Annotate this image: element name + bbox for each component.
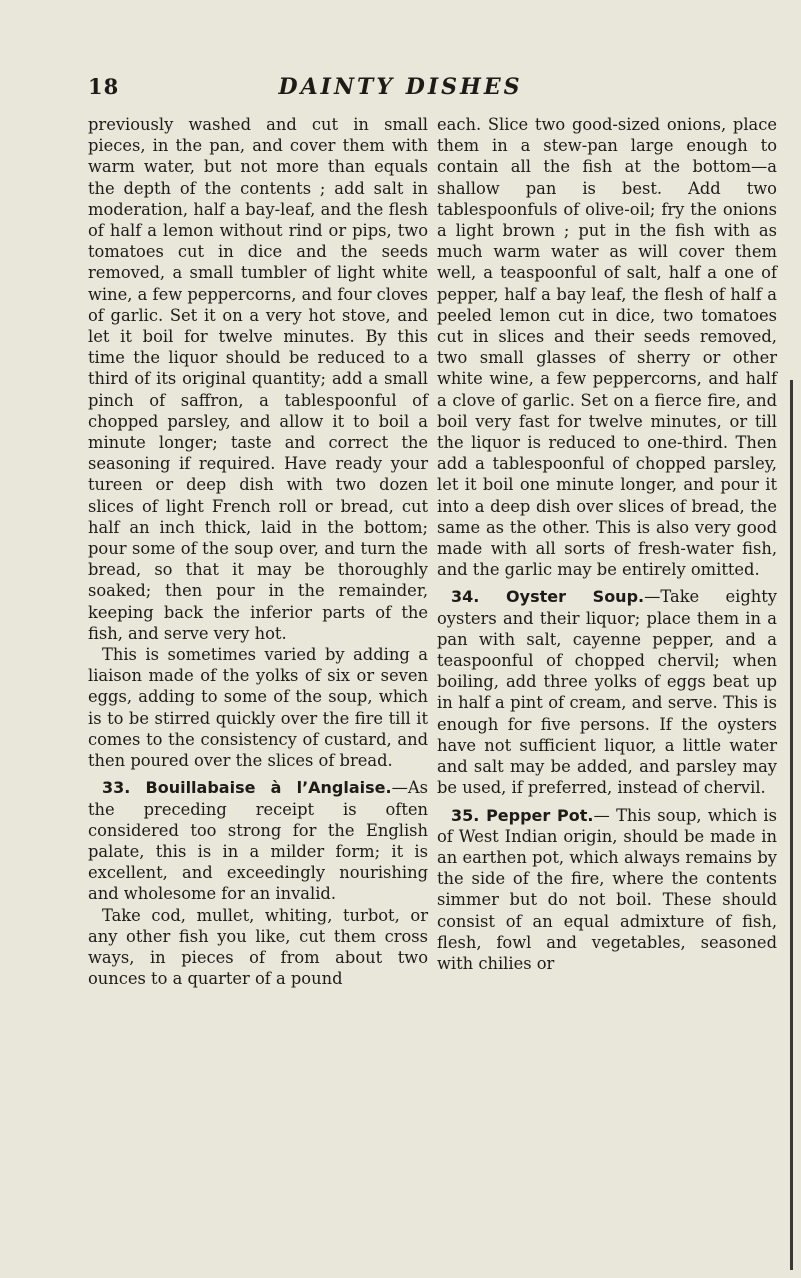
page-header (0, 74, 801, 104)
page-number: 18 (88, 74, 120, 99)
recipe-33-heading: 33. Bouillabaise à l’Anglaise. (102, 778, 392, 798)
recipe-33-intro: —As the preceding receipt is often considered too strong for the English palate, this is in a milder form; it is excellent, and exceedingly nourishing and wholesome for an invalid. (88, 778, 428, 904)
page-edge-shadow (790, 380, 793, 1270)
recipe-33 (88, 777, 428, 904)
recipe-34-heading: 34. Oyster Soup. (451, 587, 645, 607)
recipe-35-heading: 35. Pepper Pot. (451, 805, 594, 825)
body-paragraph: Take cod, mullet, whiting, turbot, or any other fish you like, cut them cross ways, in pieces of from about two ounces to a quarter of a pound (88, 905, 428, 989)
recipe-35-body: — This soup, which is of West Indian origin, should be made in an earthen pot, which always remains by the side of the fire, where the contents simmer but do not boil. These should consist of an equal admixture of fish, flesh, fowl and vegetables, seasoned with chilies or (437, 805, 777, 973)
recipe-34 (437, 586, 777, 798)
body-paragraph: This is sometimes varied by adding a liaison made of the yolks of six or seven eggs, adding to some of the soup, which is to be stirred quickly over the fire till it comes to the consistency of custard, and then poured over the slices of bread. (88, 645, 428, 771)
body-paragraph: previously washed and cut in small pieces, in the pan, and cover them with warm water, but not more than equals the depth of the contents ; add salt in moderation, half a bay-leaf, and the flesh of half a lemon without rind or pips, two tomatoes cut in dice and the seeds removed, a small tumbler of light white wine, a few peppercorns, and four cloves of garlic. Set it on a very hot stove, and let it boil for twelve minutes. By this time the liquor should be reduced to a third of its original quantity; add a small pinch of saffron, a tablespoonful of chopped parsley, and allow it to boil a minute longer; taste and correct the seasoning if required. Have ready your tureen or deep dish with two dozen slices of light French roll or bread, cut half an inch thick, laid in the bottom; pour some of the soup over, and turn the bread, so that it may be thoroughly soaked; then pour in the remainder, keeping back the inferior parts of the fish, and serve very hot. (88, 115, 428, 643)
recipe-35 (437, 805, 777, 975)
body-paragraph: each. Slice two good-sized onions, place them in a stew-pan large enough to contain all the fish at the bottom—a shallow pan is best. Add two tablespoonfuls of olive-oil; fry the onions a light brown ; put in the fish with as much warm water as will cover them well, a teaspoonful of salt, half a one of pepper, half a bay leaf, the flesh of half a peeled lemon cut in dice, two tomatoes cut in slices and their seeds removed, two small glasses of sherry or other white wine, a few peppercorns, and half a clove of garlic. Set on a fierce fire, and boil very fast for twelve minutes, or till the liquor is reduced to one-third. Then add a tablespoonful of chopped parsley, let it boil one minute longer, and pour it into a deep dish over slices of bread, the same as the other. This is also very good made with all sorts of fresh-water fish, and the garlic may be entirely omitted. (437, 115, 777, 580)
right-column (437, 114, 777, 974)
recipe-34-body: —Take eighty oysters and their liquor; place them in a pan with salt, cayenne pepper, and a teaspoonful of chopped chervil; when boiling, add three yolks of eggs beat up in half a pint of cream, and serve. This is enough for five persons. If the oysters have not sufficient liquor, a little water and salt may be added, and parsley may be used, if preferred, instead of chervil. (437, 587, 777, 798)
running-title: DAINTY DISHES (278, 74, 523, 100)
left-column (88, 114, 428, 989)
